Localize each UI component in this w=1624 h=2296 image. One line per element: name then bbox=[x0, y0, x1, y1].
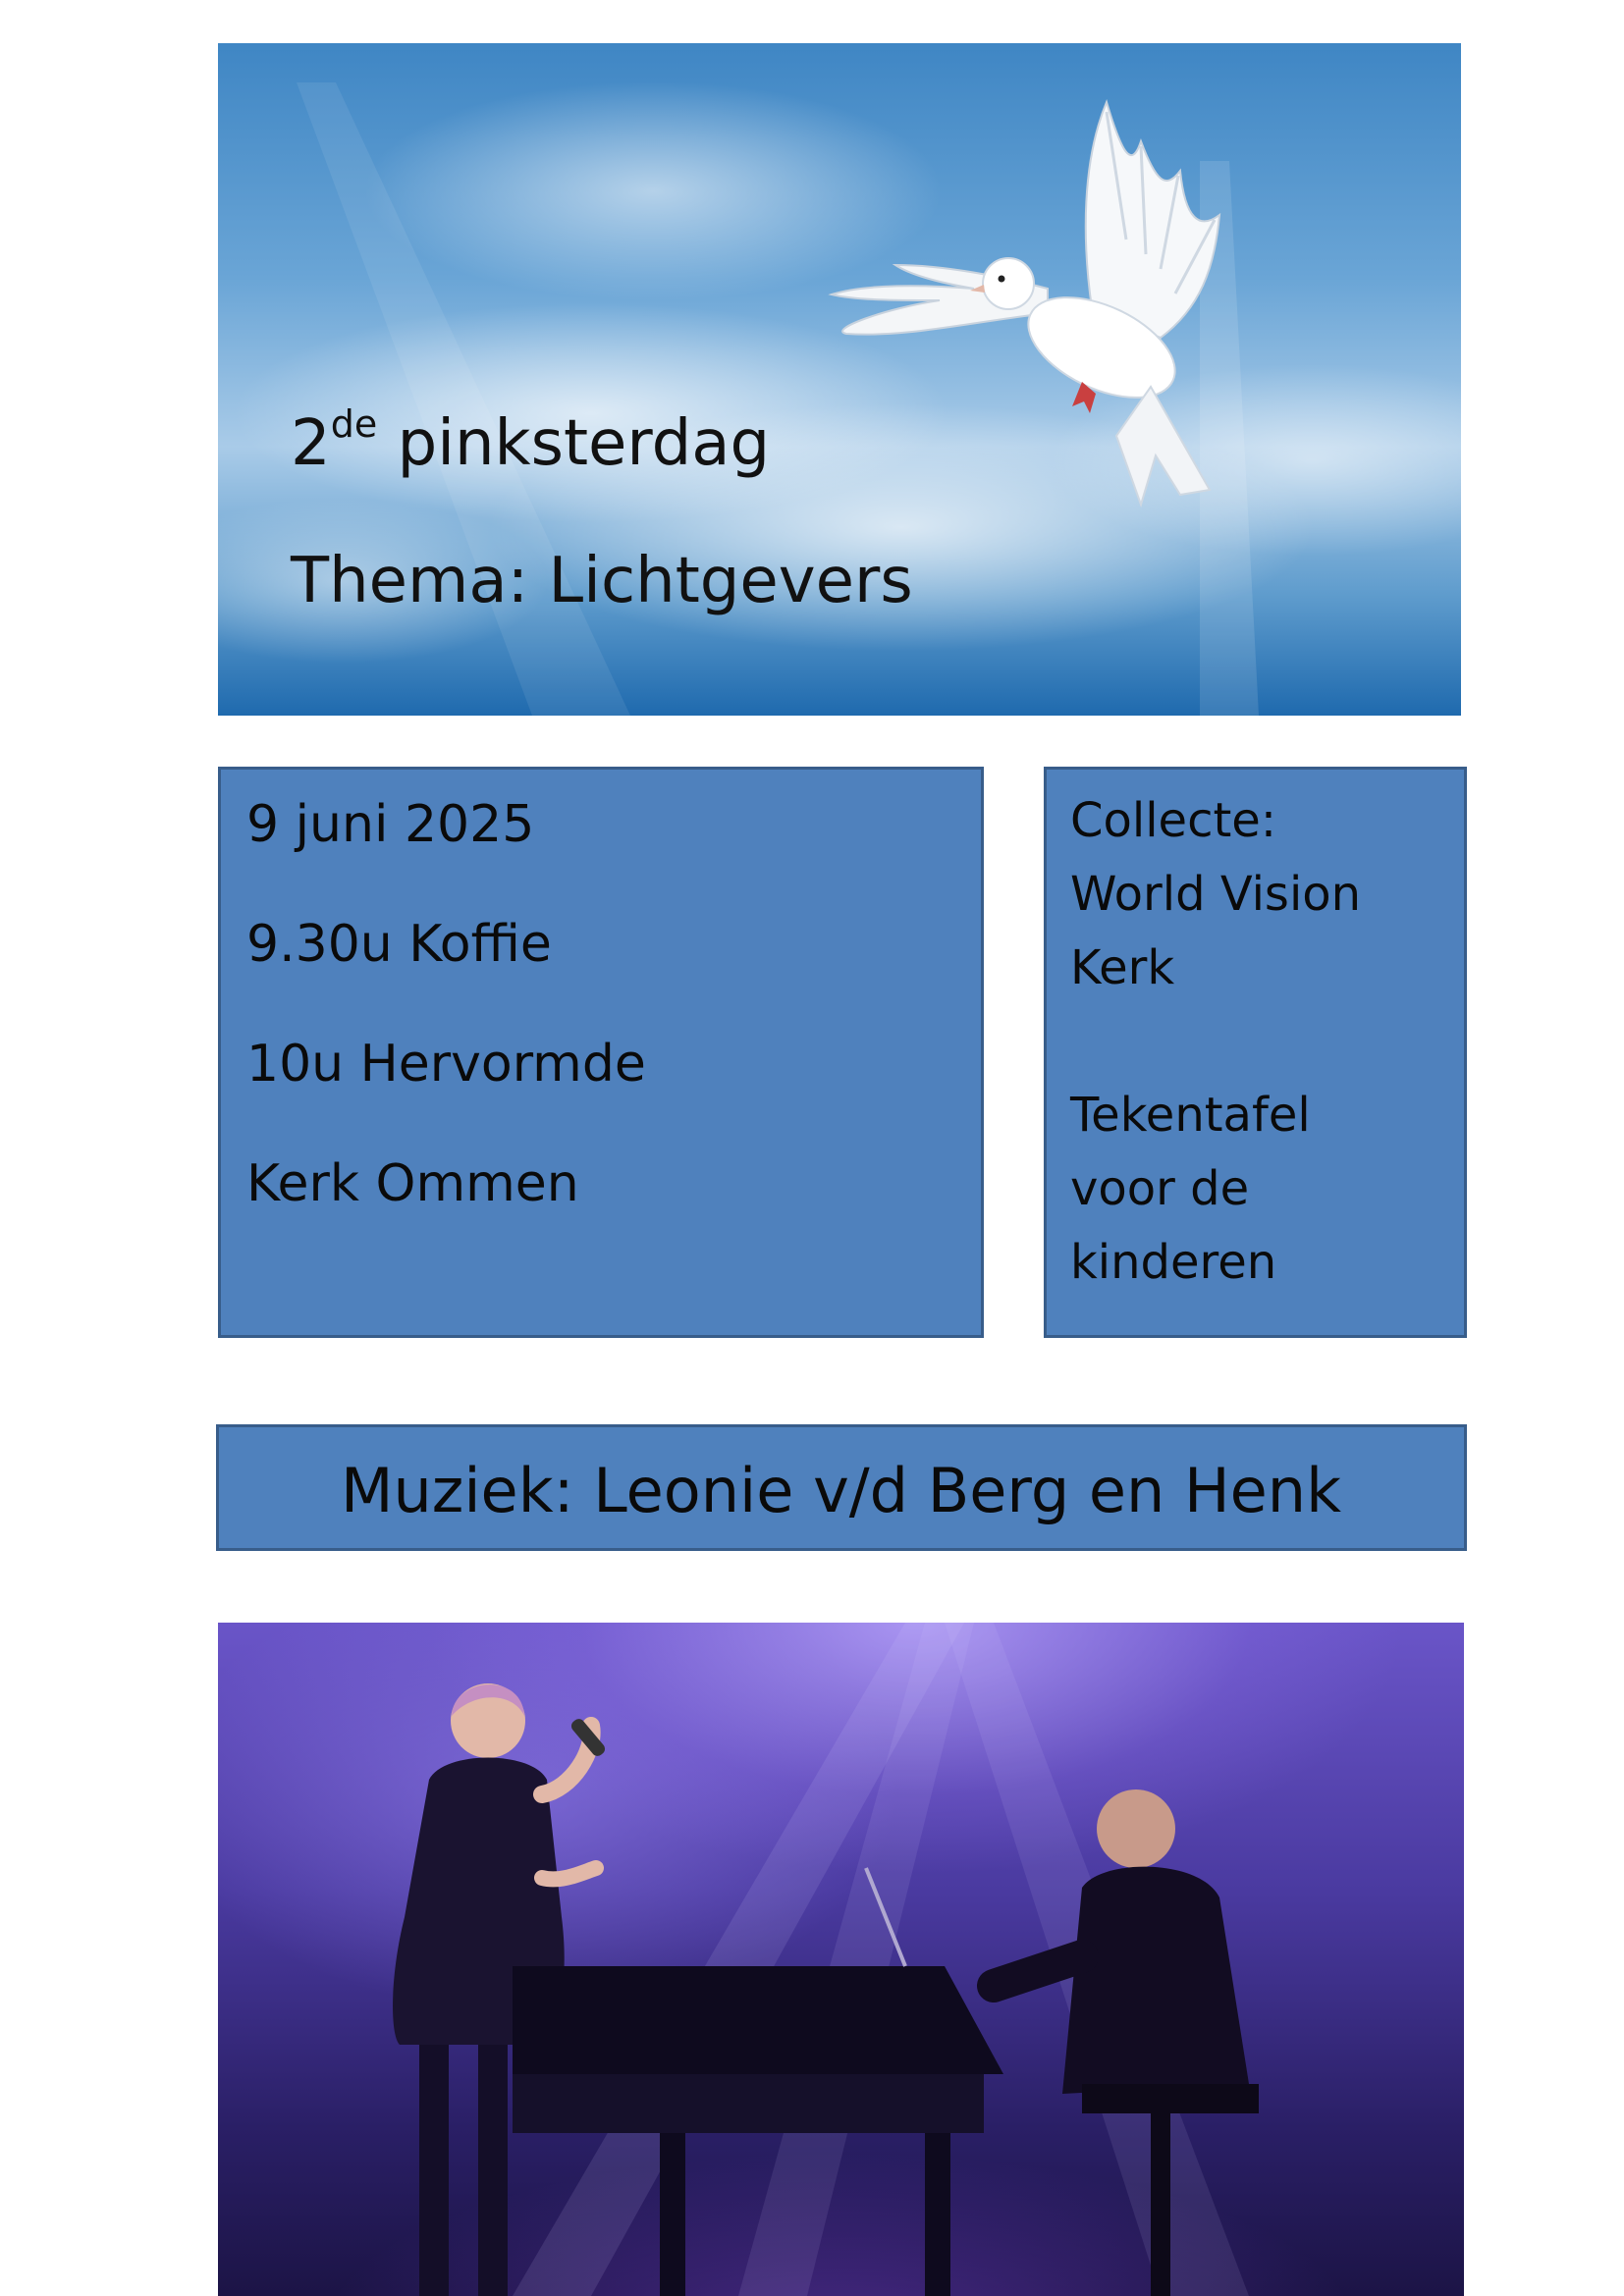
concert-photo bbox=[218, 1623, 1464, 2296]
event-date: 9 juni 2025 bbox=[246, 795, 535, 854]
collecte-church: Kerk bbox=[1070, 940, 1175, 995]
service-time: 10u Hervormde bbox=[246, 1035, 646, 1094]
coffee-time: 9.30u Koffie bbox=[246, 915, 552, 974]
dove-sky-photo bbox=[218, 43, 1461, 716]
page-title: 2de pinksterdag bbox=[291, 402, 771, 480]
kids-line-1: Tekentafel bbox=[1070, 1088, 1311, 1143]
event-details-box bbox=[218, 767, 984, 1338]
theme-title: Thema: Lichtgevers bbox=[291, 545, 913, 617]
collecte-charity: World Vision bbox=[1070, 867, 1362, 922]
collecte-label: Collecte: bbox=[1070, 793, 1276, 848]
location: Kerk Ommen bbox=[246, 1154, 579, 1213]
kids-line-2: voor de bbox=[1070, 1161, 1250, 1216]
collecte-box bbox=[1044, 767, 1467, 1338]
kids-line-3: kinderen bbox=[1070, 1235, 1277, 1290]
concert-illustration bbox=[218, 1623, 1464, 2296]
music-text: Muziek: Leonie v/d Berg en Henk bbox=[341, 1455, 1342, 1526]
music-banner bbox=[216, 1424, 1467, 1551]
